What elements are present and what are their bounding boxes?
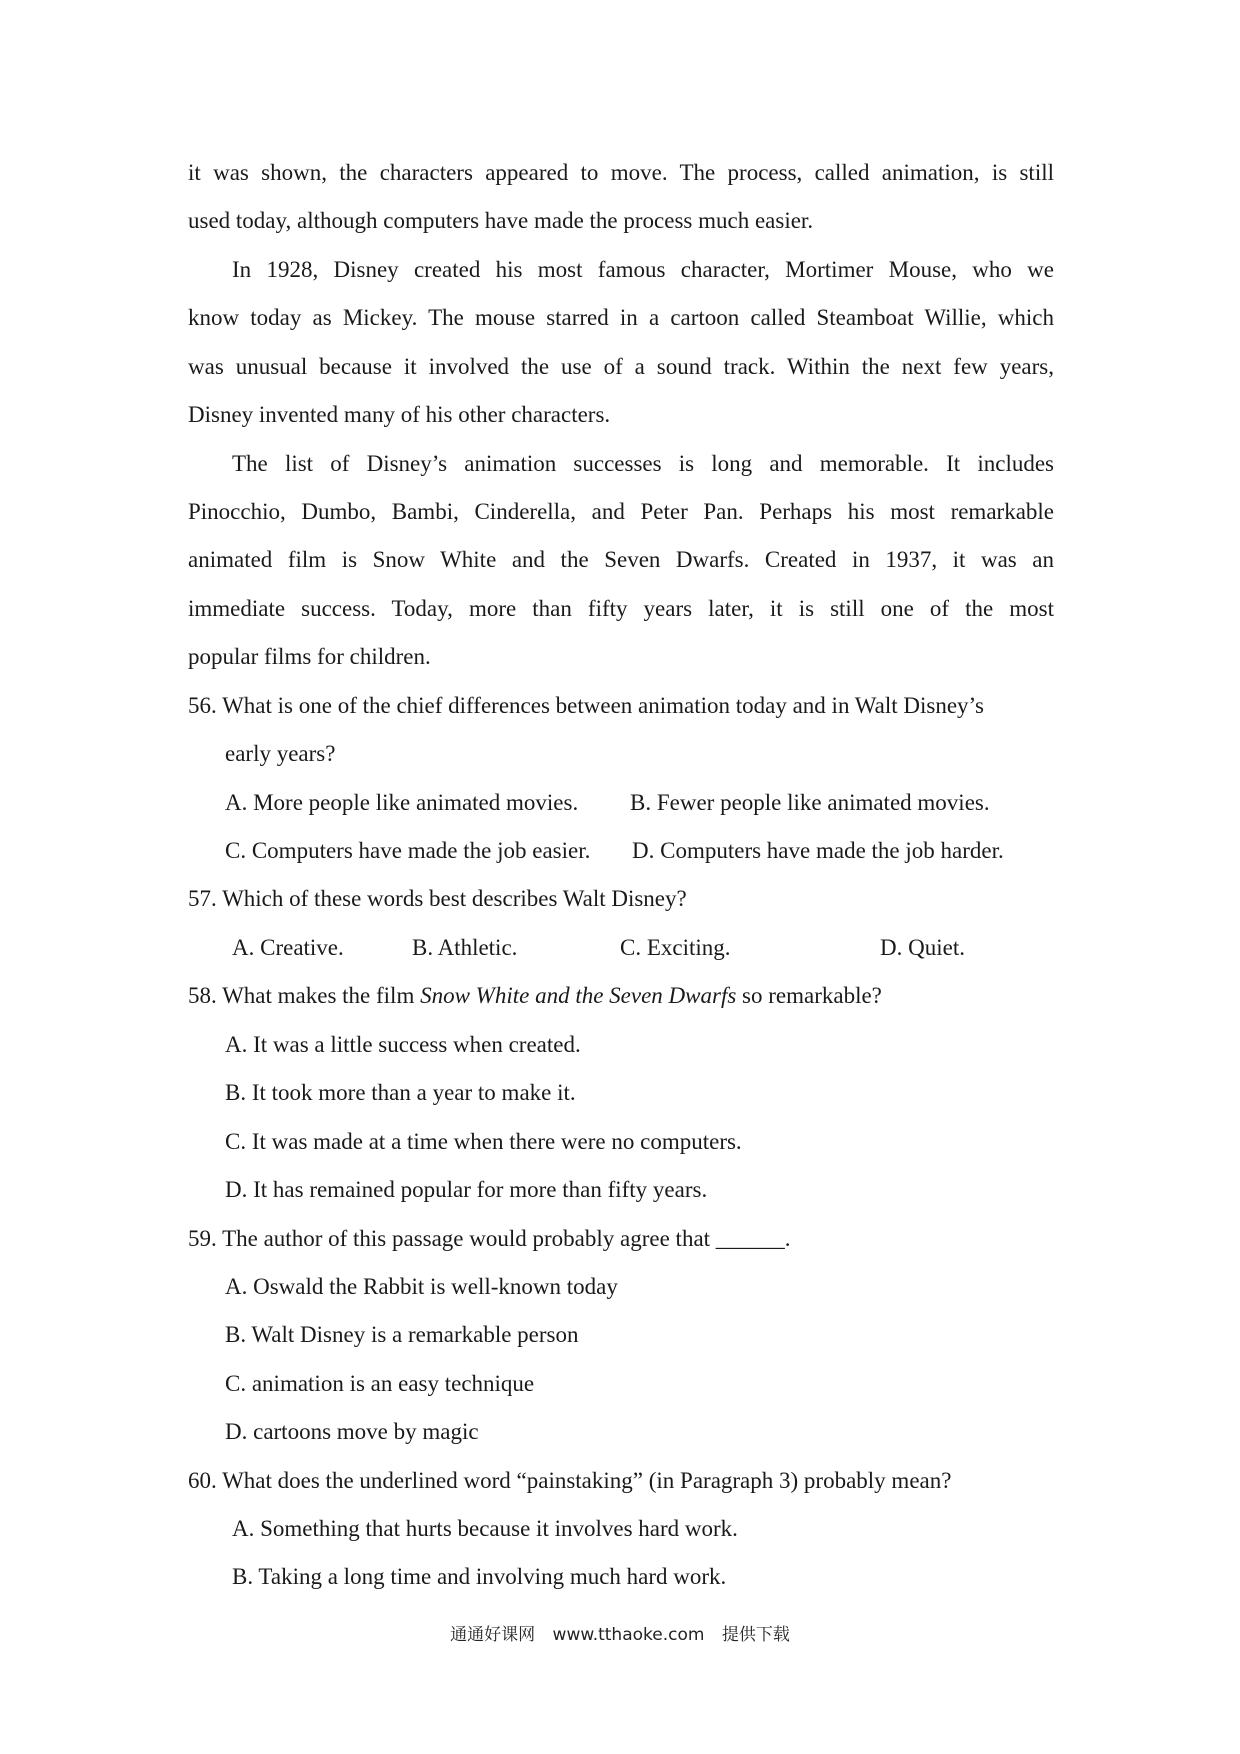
question-57-option-a: A. Creative. (232, 935, 344, 960)
question-60-stem: 60. What does the underlined word “painstaking” (in Paragraph 3) probably mean? (188, 1468, 952, 1493)
passage-line: animated film is Snow White and the Seven Dwarfs. Created in 1937, it was an (188, 547, 1054, 572)
passage-line: Disney invented many of his other characters. (188, 402, 611, 427)
question-59-option-d: D. cartoons move by magic (225, 1419, 479, 1444)
footer-note: 提供下载 (721, 1625, 790, 1645)
question-58-option-a: A. It was a little success when created. (225, 1032, 581, 1057)
question-59-option-b: B. Walt Disney is a remarkable person (225, 1322, 579, 1347)
question-56-option-d: D. Computers have made the job harder. (632, 838, 1004, 863)
passage-line: used today, although computers have made the process much easier. (188, 208, 814, 233)
question-59-stem: 59. The author of this passage would probably agree that ______. (188, 1226, 791, 1251)
question-58-film-title: Snow White and the Seven Dwarfs (420, 983, 737, 1008)
question-59-option-a: A. Oswald the Rabbit is well-known today (225, 1274, 618, 1299)
footer-url: www.tthaoke.com (552, 1625, 705, 1645)
passage-line: In 1928, Disney created his most famous character, Mortimer Mouse, who we (232, 257, 1054, 282)
passage-line: popular films for children. (188, 644, 431, 669)
passage-line: The list of Disney’s animation successes is long and memorable. It includes (232, 451, 1054, 476)
question-57-option-c: C. Exciting. (620, 935, 731, 960)
question-56-option-a: A. More people like animated movies. (225, 790, 579, 815)
question-58-option-b: B. It took more than a year to make it. (225, 1080, 576, 1105)
question-58-stem-post: so remarkable? (736, 983, 882, 1008)
question-56-stem: 56. What is one of the chief differences between animation today and in Walt Disney’s (188, 693, 984, 718)
question-59-option-c: C. animation is an easy technique (225, 1371, 535, 1396)
question-58-option-c: C. It was made at a time when there were no computers. (225, 1129, 742, 1154)
question-58-stem-pre: 58. What makes the film (188, 983, 421, 1008)
question-60-option-b: B. Taking a long time and involving much hard work. (232, 1564, 727, 1589)
question-57-option-d: D. Quiet. (880, 935, 965, 960)
passage-line: immediate success. Today, more than fifty years later, it is still one of the most (188, 596, 1054, 621)
passage-line: know today as Mickey. The mouse starred in a cartoon called Steamboat Willie, which (188, 305, 1054, 330)
question-56-option-c: C. Computers have made the job easier. (225, 838, 591, 863)
question-57-stem: 57. Which of these words best describes Walt Disney? (188, 886, 687, 911)
question-60-option-a: A. Something that hurts because it involves hard work. (232, 1516, 738, 1541)
footer-site-name: 通通好课网 (450, 1625, 536, 1645)
passage-line: Pinocchio, Dumbo, Bambi, Cinderella, and Peter Pan. Perhaps his most remarkable (188, 499, 1054, 524)
question-56-stem-cont: early years? (225, 741, 336, 766)
question-57-option-b: B. Athletic. (412, 935, 518, 960)
question-58-stem (188, 981, 882, 1011)
page-footer (0, 1620, 1240, 1645)
question-56-option-b: B. Fewer people like animated movies. (630, 790, 990, 815)
question-58-option-d: D. It has remained popular for more than fifty years. (225, 1177, 708, 1202)
passage-line: was unusual because it involved the use of a sound track. Within the next few years, (188, 354, 1054, 379)
passage-line: it was shown, the characters appeared to move. The process, called animation, is still (188, 160, 1054, 185)
